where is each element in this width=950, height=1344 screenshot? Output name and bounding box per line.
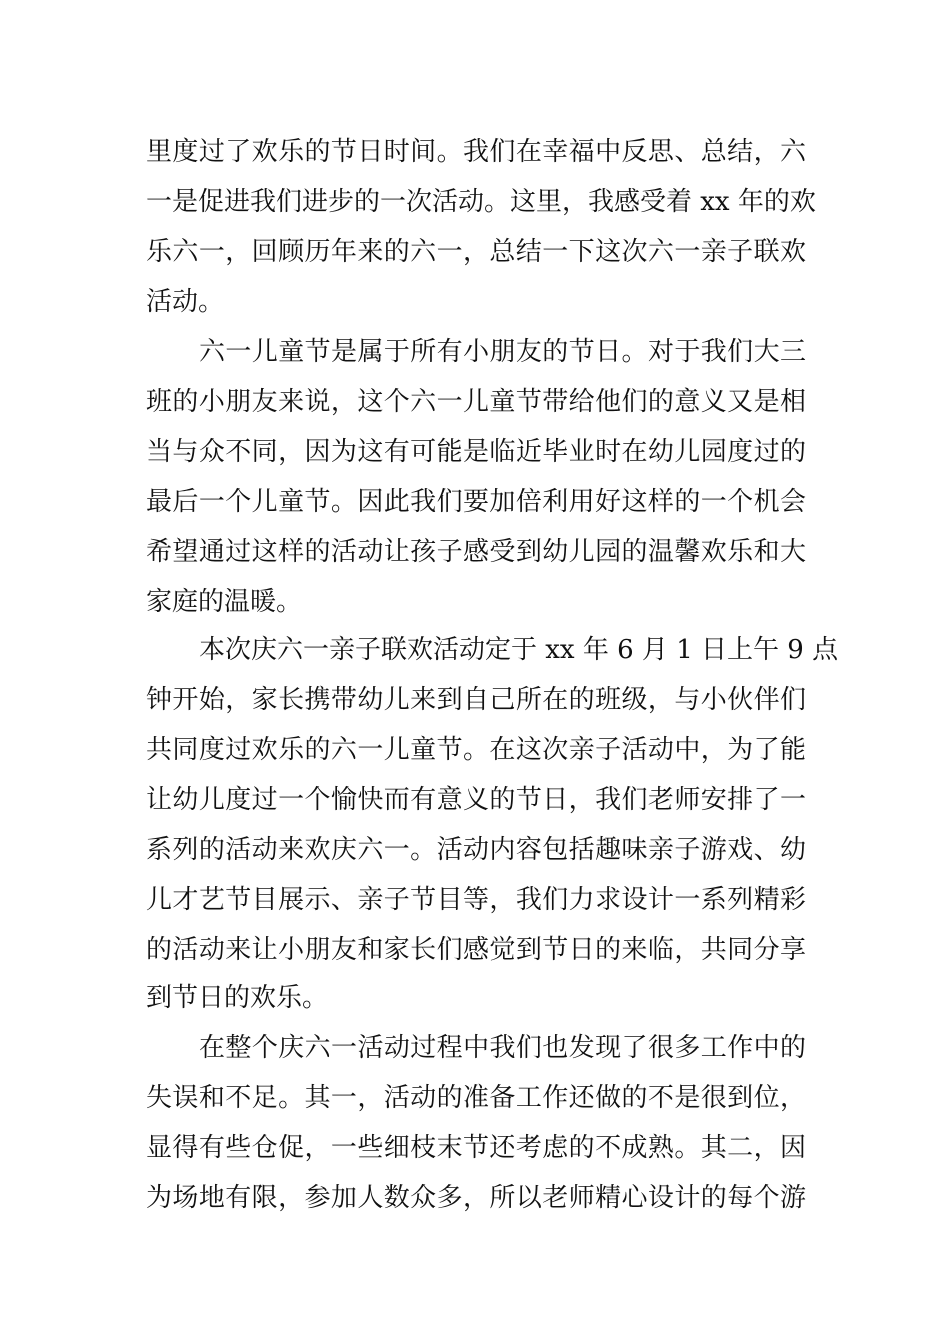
text-line: 钟开始，家长携带幼儿来到自己所在的班级，与小伙伴们: [146, 685, 806, 715]
text-line: 里度过了欢乐的节日时间。我们在幸福中反思、总结，六: [146, 137, 806, 167]
text-line: 系列的活动来欢庆六一。活动内容包括趣味亲子游戏、幼: [146, 835, 806, 865]
text-line: 家庭的温暖。: [146, 587, 303, 617]
text-line: 的活动来让小朋友和家长们感觉到节日的来临，共同分享: [146, 935, 806, 965]
text-line: 儿才艺节目展示、亲子节目等，我们力求设计一系列精彩: [146, 885, 806, 915]
text-line: 希望通过这样的活动让孩子感受到幼儿园的温馨欢乐和大: [146, 537, 806, 567]
text-line: 班的小朋友来说，这个六一儿童节带给他们的意义又是相: [146, 387, 806, 417]
text-line: 到节日的欢乐。: [146, 983, 329, 1013]
text-line: 共同度过欢乐的六一儿童节。在这次亲子活动中，为了能: [146, 735, 806, 765]
text-line: 在整个庆六一活动过程中我们也发现了很多工作中的: [199, 1033, 806, 1063]
text-line: 让幼儿度过一个愉快而有意义的节日，我们老师安排了一: [146, 785, 806, 815]
text-line: 六一儿童节是属于所有小朋友的节日。对于我们大三: [199, 337, 806, 367]
text-line: 活动。: [146, 287, 225, 317]
text-line: 乐六一，回顾历年来的六一，总结一下这次六一亲子联欢: [146, 237, 806, 267]
text-line: 为场地有限，参加人数众多，所以老师精心设计的每个游: [146, 1183, 806, 1213]
text-line: 最后一个儿童节。因此我们要加倍利用好这样的一个机会: [146, 487, 806, 517]
text-line: 显得有些仓促，一些细枝末节还考虑的不成熟。其二，因: [146, 1133, 806, 1163]
text-line: 当与众不同，因为这有可能是临近毕业时在幼儿园度过的: [146, 437, 806, 467]
text-line: 失误和不足。其一，活动的准备工作还做的不是很到位，: [146, 1083, 806, 1113]
text-line: 一是促进我们进步的一次活动。这里，我感受着 xx 年的欢: [146, 187, 816, 217]
text-line: 本次庆六一亲子联欢活动定于 xx 年 6 月 1 日上午 9 点: [199, 635, 839, 665]
